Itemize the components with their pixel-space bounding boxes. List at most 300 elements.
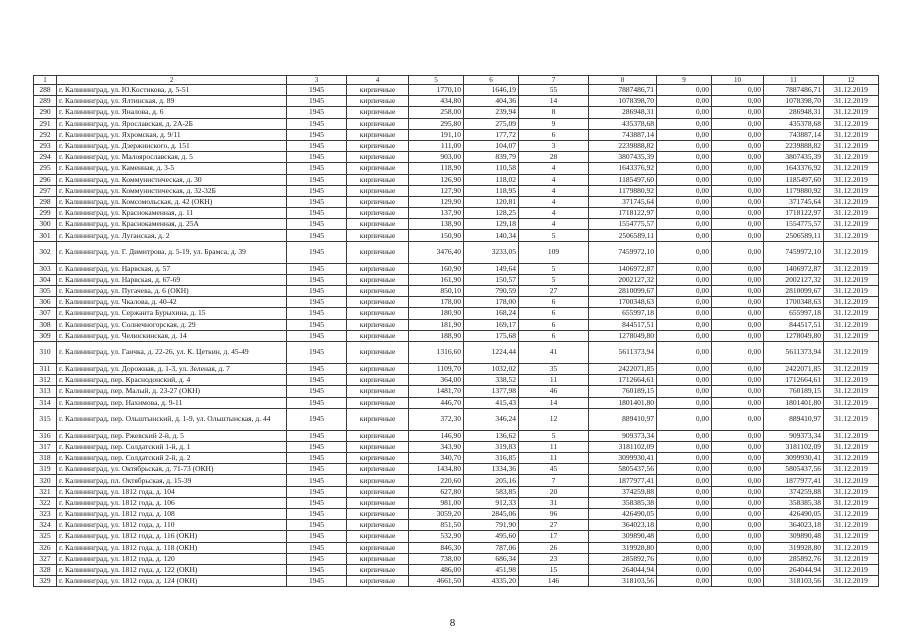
residents-count-cell: 7	[519, 475, 589, 486]
residents-count-cell: 4	[519, 185, 589, 196]
living-area-cell: 1377,98	[464, 386, 519, 397]
cost-col-11-cell: 1877977,41	[764, 475, 824, 486]
total-cost-cell: 1278049,80	[589, 330, 657, 341]
total-area-cell: 111,00	[409, 140, 464, 151]
year-built-cell: 1945	[287, 219, 347, 230]
year-built-cell: 1945	[287, 441, 347, 452]
living-area-cell: 150,57	[464, 274, 519, 285]
living-area-cell: 275,09	[464, 118, 519, 129]
deadline-date-cell: 31.12.2019	[824, 509, 879, 520]
wall-material-cell: кирпичные	[347, 520, 409, 531]
total-area-cell: 258,00	[409, 107, 464, 118]
deadline-date-cell: 31.12.2019	[824, 230, 879, 241]
living-area-cell: 2845,06	[464, 509, 519, 520]
wall-material-cell: кирпичные	[347, 263, 409, 274]
total-cost-cell: 3181102,09	[589, 441, 657, 452]
cost-col-11-cell: 309890,48	[764, 531, 824, 542]
address-cell: г. Калининград, ул. Яхромская, д. 9/11	[57, 129, 287, 140]
cost-col-9-cell: 0,00	[657, 453, 712, 464]
column-number-row	[34, 76, 879, 85]
cost-col-10-cell: 0,00	[712, 475, 764, 486]
residents-count-cell: 11	[519, 375, 589, 386]
wall-material-cell: кирпичные	[347, 140, 409, 151]
address-cell: г. Калининград, ул. Каменная, д. 3-5	[57, 163, 287, 174]
cost-col-9-cell: 0,00	[657, 531, 712, 542]
year-built-cell: 1945	[287, 163, 347, 174]
table-row	[34, 564, 879, 575]
deadline-date-cell: 31.12.2019	[824, 319, 879, 330]
total-cost-cell: 364023,18	[589, 520, 657, 531]
living-area-cell: 104,07	[464, 140, 519, 151]
address-cell: г. Калининград, ул. Октябрьская, д. 71-73 (ОКН)	[57, 464, 287, 475]
residents-count-cell: 14	[519, 397, 589, 408]
residents-count-cell: 5	[519, 274, 589, 285]
table-row	[34, 386, 879, 397]
table-row	[34, 297, 879, 308]
year-built-cell: 1945	[287, 375, 347, 386]
cost-col-10-cell: 0,00	[712, 185, 764, 196]
year-built-cell: 1945	[287, 363, 347, 374]
address-cell: г. Калининград, ул. 1812 года, д. 106	[57, 497, 287, 508]
cost-col-10-cell: 0,00	[712, 96, 764, 107]
table-row	[34, 341, 879, 363]
living-area-cell: 169,17	[464, 319, 519, 330]
total-area-cell: 126,90	[409, 174, 464, 185]
cost-col-9-cell: 0,00	[657, 96, 712, 107]
cost-col-9-cell: 0,00	[657, 386, 712, 397]
address-cell: г. Калининград, ул. Нарвская, д. 57	[57, 263, 287, 274]
row-number-cell: 302	[34, 241, 57, 263]
row-number-cell: 324	[34, 520, 57, 531]
cost-col-11-cell: 3807435,39	[764, 152, 824, 163]
residents-count-cell: 6	[519, 319, 589, 330]
housing-register-table	[33, 75, 879, 587]
address-cell: г. Калининград, пер. Ольштынский, д. 1-9, ул. Ольштынская, д. 44	[57, 408, 287, 430]
living-area-cell: 1646,19	[464, 85, 519, 96]
cost-col-9-cell: 0,00	[657, 497, 712, 508]
cost-col-9-cell: 0,00	[657, 553, 712, 564]
living-area-cell: 168,24	[464, 308, 519, 319]
cost-col-10-cell: 0,00	[712, 330, 764, 341]
row-number-cell: 293	[34, 140, 57, 151]
deadline-date-cell: 31.12.2019	[824, 118, 879, 129]
year-built-cell: 1945	[287, 152, 347, 163]
year-built-cell: 1945	[287, 497, 347, 508]
row-number-cell: 319	[34, 464, 57, 475]
living-area-cell: 3233,05	[464, 241, 519, 263]
cost-col-10-cell: 0,00	[712, 408, 764, 430]
cost-col-10-cell: 0,00	[712, 196, 764, 207]
address-cell: г. Калининград, ул. 1812 года, д. 108	[57, 509, 287, 520]
table-row	[34, 408, 879, 430]
year-built-cell: 1945	[287, 397, 347, 408]
cost-col-10-cell: 0,00	[712, 564, 764, 575]
wall-material-cell: кирпичные	[347, 297, 409, 308]
residents-count-cell: 41	[519, 341, 589, 363]
deadline-date-cell: 31.12.2019	[824, 542, 879, 553]
total-cost-cell: 909373,34	[589, 430, 657, 441]
residents-count-cell: 5	[519, 263, 589, 274]
address-cell: г. Калининград, ул. Ялтинская, д. 89	[57, 96, 287, 107]
wall-material-cell: кирпичные	[347, 319, 409, 330]
living-area-cell: 177,72	[464, 129, 519, 140]
cost-col-10-cell: 0,00	[712, 107, 764, 118]
cost-col-9-cell: 0,00	[657, 308, 712, 319]
table-row	[34, 96, 879, 107]
cost-col-9-cell: 0,00	[657, 163, 712, 174]
wall-material-cell: кирпичные	[347, 107, 409, 118]
living-area-cell: 118,95	[464, 185, 519, 196]
col-num-12: 12	[824, 76, 879, 85]
total-cost-cell: 5611373,94	[589, 341, 657, 363]
deadline-date-cell: 31.12.2019	[824, 96, 879, 107]
cost-col-10-cell: 0,00	[712, 286, 764, 297]
total-area-cell: 981,00	[409, 497, 464, 508]
row-number-cell: 315	[34, 408, 57, 430]
year-built-cell: 1945	[287, 475, 347, 486]
cost-col-10-cell: 0,00	[712, 341, 764, 363]
year-built-cell: 1945	[287, 174, 347, 185]
cost-col-9-cell: 0,00	[657, 564, 712, 575]
table-row	[34, 576, 879, 587]
cost-col-9-cell: 0,00	[657, 286, 712, 297]
deadline-date-cell: 31.12.2019	[824, 241, 879, 263]
page-number: 8	[449, 617, 456, 629]
year-built-cell: 1945	[287, 107, 347, 118]
address-cell: г. Калининград, ул. 1812 года, д. 124 (ОКН)	[57, 576, 287, 587]
table-row	[34, 219, 879, 230]
total-area-cell: 738,00	[409, 553, 464, 564]
total-cost-cell: 1185497,60	[589, 174, 657, 185]
wall-material-cell: кирпичные	[347, 330, 409, 341]
cost-col-11-cell: 7887486,71	[764, 85, 824, 96]
wall-material-cell: кирпичные	[347, 286, 409, 297]
living-area-cell: 790,59	[464, 286, 519, 297]
cost-col-11-cell: 2506589,11	[764, 230, 824, 241]
total-cost-cell: 2239888,82	[589, 140, 657, 151]
cost-col-11-cell: 426490,05	[764, 509, 824, 520]
address-cell: г. Калининград, ул. 1812 года, д. 118 (ОКН)	[57, 542, 287, 553]
year-built-cell: 1945	[287, 85, 347, 96]
living-area-cell: 787,06	[464, 542, 519, 553]
wall-material-cell: кирпичные	[347, 152, 409, 163]
deadline-date-cell: 31.12.2019	[824, 430, 879, 441]
living-area-cell: 178,00	[464, 297, 519, 308]
row-number-cell: 305	[34, 286, 57, 297]
wall-material-cell: кирпичные	[347, 441, 409, 452]
cost-col-9-cell: 0,00	[657, 330, 712, 341]
total-area-cell: 846,30	[409, 542, 464, 553]
total-cost-cell: 1712664,61	[589, 375, 657, 386]
residents-count-cell: 45	[519, 464, 589, 475]
cost-col-9-cell: 0,00	[657, 520, 712, 531]
cost-col-10-cell: 0,00	[712, 375, 764, 386]
cost-col-10-cell: 0,00	[712, 174, 764, 185]
table-row	[34, 453, 879, 464]
cost-col-11-cell: 1078398,70	[764, 96, 824, 107]
deadline-date-cell: 31.12.2019	[824, 453, 879, 464]
residents-count-cell: 23	[519, 553, 589, 564]
address-cell: г. Калининград, ул. 1812 года, д. 116 (ОКН)	[57, 531, 287, 542]
address-cell: г. Калининград, ул. Пугачева, д. 6 (ОКН)	[57, 286, 287, 297]
wall-material-cell: кирпичные	[347, 564, 409, 575]
residents-count-cell: 6	[519, 308, 589, 319]
cost-col-10-cell: 0,00	[712, 129, 764, 140]
cost-col-11-cell: 3099930,41	[764, 453, 824, 464]
residents-count-cell: 14	[519, 96, 589, 107]
cost-col-11-cell: 7459972,10	[764, 241, 824, 263]
deadline-date-cell: 31.12.2019	[824, 140, 879, 151]
cost-col-11-cell: 1554775,57	[764, 219, 824, 230]
total-cost-cell: 1700348,63	[589, 297, 657, 308]
wall-material-cell: кирпичные	[347, 576, 409, 587]
total-cost-cell: 3807435,39	[589, 152, 657, 163]
cost-col-11-cell: 2239888,82	[764, 140, 824, 151]
cost-col-9-cell: 0,00	[657, 319, 712, 330]
cost-col-10-cell: 0,00	[712, 308, 764, 319]
row-number-cell: 325	[34, 531, 57, 542]
living-area-cell: 1334,36	[464, 464, 519, 475]
year-built-cell: 1945	[287, 531, 347, 542]
total-cost-cell: 2810099,67	[589, 286, 657, 297]
total-area-cell: 220,60	[409, 475, 464, 486]
deadline-date-cell: 31.12.2019	[824, 263, 879, 274]
table-row	[34, 230, 879, 241]
address-cell: г. Калининград, пер. Солдатский 2-й, д. 2	[57, 453, 287, 464]
table-row	[34, 152, 879, 163]
total-area-cell: 4661,50	[409, 576, 464, 587]
deadline-date-cell: 31.12.2019	[824, 308, 879, 319]
col-num-7: 7	[519, 76, 589, 85]
total-cost-cell: 1179880,92	[589, 185, 657, 196]
cost-col-11-cell: 1406972,87	[764, 263, 824, 274]
address-cell: г. Калининград, ул. Коммунистическая, д. 30	[57, 174, 287, 185]
year-built-cell: 1945	[287, 386, 347, 397]
living-area-cell: 839,79	[464, 152, 519, 163]
cost-col-11-cell: 2002127,32	[764, 274, 824, 285]
total-area-cell: 446,70	[409, 397, 464, 408]
row-number-cell: 295	[34, 163, 57, 174]
year-built-cell: 1945	[287, 286, 347, 297]
table-row	[34, 542, 879, 553]
residents-count-cell: 31	[519, 497, 589, 508]
row-number-cell: 314	[34, 397, 57, 408]
deadline-date-cell: 31.12.2019	[824, 219, 879, 230]
total-area-cell: 161,90	[409, 274, 464, 285]
table-row	[34, 85, 879, 96]
total-area-cell: 627,80	[409, 486, 464, 497]
row-number-cell: 296	[34, 174, 57, 185]
residents-count-cell: 3	[519, 140, 589, 151]
total-cost-cell: 358385,38	[589, 497, 657, 508]
row-number-cell: 308	[34, 319, 57, 330]
col-num-2: 2	[57, 76, 287, 85]
wall-material-cell: кирпичные	[347, 497, 409, 508]
cost-col-11-cell: 3181102,09	[764, 441, 824, 452]
living-area-cell: 451,98	[464, 564, 519, 575]
address-cell: г. Калининград, ул. Нарвская, д. 67-69	[57, 274, 287, 285]
col-num-6: 6	[464, 76, 519, 85]
wall-material-cell: кирпичные	[347, 118, 409, 129]
total-area-cell: 340,70	[409, 453, 464, 464]
cost-col-10-cell: 0,00	[712, 386, 764, 397]
address-cell: г. Калининград, ул. Краснокаменная, д. 11	[57, 208, 287, 219]
year-built-cell: 1945	[287, 341, 347, 363]
deadline-date-cell: 31.12.2019	[824, 107, 879, 118]
row-number-cell: 300	[34, 219, 57, 230]
cost-col-11-cell: 285892,76	[764, 553, 824, 564]
total-cost-cell: 309890,48	[589, 531, 657, 542]
table-row	[34, 208, 879, 219]
deadline-date-cell: 31.12.2019	[824, 408, 879, 430]
row-number-cell: 307	[34, 308, 57, 319]
cost-col-11-cell: 909373,34	[764, 430, 824, 441]
address-cell: г. Калининград, пер. Малый, д. 23-27 (ОКН)	[57, 386, 287, 397]
table-row	[34, 319, 879, 330]
living-area-cell: 319,83	[464, 441, 519, 452]
cost-col-9-cell: 0,00	[657, 241, 712, 263]
cost-col-10-cell: 0,00	[712, 274, 764, 285]
cost-col-10-cell: 0,00	[712, 430, 764, 441]
table-row	[34, 174, 879, 185]
row-number-cell: 329	[34, 576, 57, 587]
table-row	[34, 185, 879, 196]
table-row	[34, 441, 879, 452]
deadline-date-cell: 31.12.2019	[824, 286, 879, 297]
wall-material-cell: кирпичные	[347, 386, 409, 397]
cost-col-9-cell: 0,00	[657, 475, 712, 486]
deadline-date-cell: 31.12.2019	[824, 363, 879, 374]
year-built-cell: 1945	[287, 453, 347, 464]
cost-col-10-cell: 0,00	[712, 520, 764, 531]
total-cost-cell: 5805437,56	[589, 464, 657, 475]
cost-col-11-cell: 5805437,56	[764, 464, 824, 475]
living-area-cell: 120,81	[464, 196, 519, 207]
residents-count-cell: 5	[519, 430, 589, 441]
wall-material-cell: кирпичные	[347, 341, 409, 363]
residents-count-cell: 26	[519, 542, 589, 553]
year-built-cell: 1945	[287, 520, 347, 531]
cost-col-11-cell: 358385,38	[764, 497, 824, 508]
total-area-cell: 178,00	[409, 297, 464, 308]
wall-material-cell: кирпичные	[347, 85, 409, 96]
total-area-cell: 372,30	[409, 408, 464, 430]
residents-count-cell: 8	[519, 107, 589, 118]
col-num-11: 11	[764, 76, 824, 85]
deadline-date-cell: 31.12.2019	[824, 341, 879, 363]
cost-col-9-cell: 0,00	[657, 430, 712, 441]
wall-material-cell: кирпичные	[347, 241, 409, 263]
residents-count-cell: 4	[519, 219, 589, 230]
table-row	[34, 475, 879, 486]
cost-col-10-cell: 0,00	[712, 453, 764, 464]
year-built-cell: 1945	[287, 274, 347, 285]
wall-material-cell: кирпичные	[347, 308, 409, 319]
total-area-cell: 851,50	[409, 520, 464, 531]
cost-col-10-cell: 0,00	[712, 509, 764, 520]
table-row	[34, 486, 879, 497]
residents-count-cell: 6	[519, 330, 589, 341]
total-area-cell: 146,90	[409, 430, 464, 441]
table-row	[34, 397, 879, 408]
col-num-10: 10	[712, 76, 764, 85]
row-number-cell: 294	[34, 152, 57, 163]
address-cell: г. Калининград, ул. Комсомольская, д. 42 (ОКН)	[57, 196, 287, 207]
row-number-cell: 299	[34, 208, 57, 219]
wall-material-cell: кирпичные	[347, 208, 409, 219]
row-number-cell: 291	[34, 118, 57, 129]
residents-count-cell: 46	[519, 386, 589, 397]
row-number-cell: 327	[34, 553, 57, 564]
cost-col-9-cell: 0,00	[657, 107, 712, 118]
cost-col-11-cell: 364023,18	[764, 520, 824, 531]
wall-material-cell: кирпичные	[347, 196, 409, 207]
year-built-cell: 1945	[287, 408, 347, 430]
deadline-date-cell: 31.12.2019	[824, 297, 879, 308]
total-area-cell: 1316,60	[409, 341, 464, 363]
total-cost-cell: 7887486,71	[589, 85, 657, 96]
row-number-cell: 304	[34, 274, 57, 285]
row-number-cell: 303	[34, 263, 57, 274]
table-row	[34, 129, 879, 140]
total-cost-cell: 1406972,87	[589, 263, 657, 274]
table-row	[34, 509, 879, 520]
address-cell: г. Калининград, ул. Гаичка, д. 22-26, ул. К. Цеткин, д. 45-49	[57, 341, 287, 363]
table-row	[34, 553, 879, 564]
total-area-cell: 127,90	[409, 185, 464, 196]
total-area-cell: 343,90	[409, 441, 464, 452]
table-row	[34, 241, 879, 263]
year-built-cell: 1945	[287, 230, 347, 241]
total-area-cell: 137,90	[409, 208, 464, 219]
deadline-date-cell: 31.12.2019	[824, 520, 879, 531]
living-area-cell: 583,85	[464, 486, 519, 497]
row-number-cell: 321	[34, 486, 57, 497]
residents-count-cell: 9	[519, 118, 589, 129]
address-cell: г. Калининград, ул. 1812 года, д. 104	[57, 486, 287, 497]
col-num-9: 9	[657, 76, 712, 85]
cost-col-9-cell: 0,00	[657, 118, 712, 129]
row-number-cell: 320	[34, 475, 57, 486]
row-number-cell: 288	[34, 85, 57, 96]
living-area-cell: 205,16	[464, 475, 519, 486]
total-area-cell: 295,80	[409, 118, 464, 129]
row-number-cell: 290	[34, 107, 57, 118]
address-cell: г. Калининград, ул. Краснокаменная, д. 25А	[57, 219, 287, 230]
living-area-cell: 128,25	[464, 208, 519, 219]
living-area-cell: 1032,02	[464, 363, 519, 374]
total-cost-cell: 286948,31	[589, 107, 657, 118]
year-built-cell: 1945	[287, 576, 347, 587]
address-cell: г. Калининград, ул. Дзержинского, д. 151	[57, 140, 287, 151]
cost-col-11-cell: 1801401,80	[764, 397, 824, 408]
year-built-cell: 1945	[287, 486, 347, 497]
living-area-cell: 4335,20	[464, 576, 519, 587]
row-number-cell: 313	[34, 386, 57, 397]
table-body	[34, 76, 879, 587]
total-area-cell: 118,90	[409, 163, 464, 174]
cost-col-11-cell: 1718122,97	[764, 208, 824, 219]
address-cell: г. Калининград, ул. Дорожная, д. 1-3, ул. Зеленая, д. 7	[57, 363, 287, 374]
cost-col-11-cell: 1700348,63	[764, 297, 824, 308]
living-area-cell: 1224,44	[464, 341, 519, 363]
address-cell: г. Калининград, ул. Сержанта Бурыхина, д. 15	[57, 308, 287, 319]
year-built-cell: 1945	[287, 319, 347, 330]
row-number-cell: 326	[34, 542, 57, 553]
total-cost-cell: 2422071,85	[589, 363, 657, 374]
wall-material-cell: кирпичные	[347, 174, 409, 185]
cost-col-9-cell: 0,00	[657, 185, 712, 196]
